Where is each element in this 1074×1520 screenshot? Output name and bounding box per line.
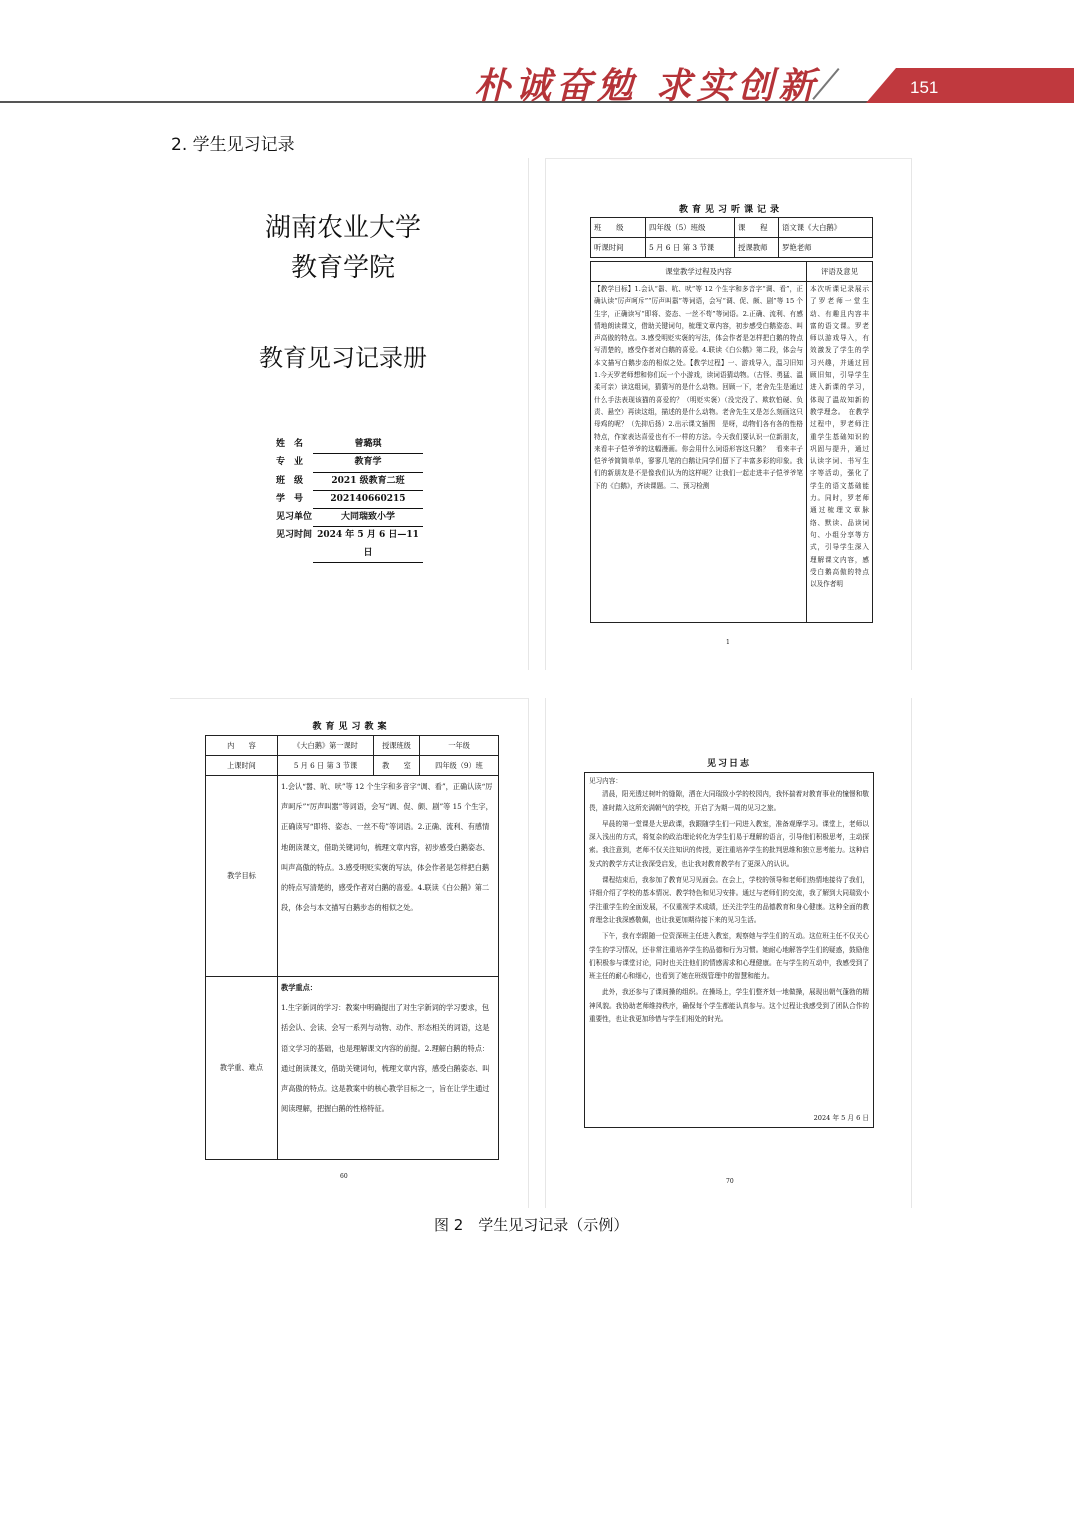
figure-caption: 图 2 学生见习记录（示例）	[434, 1216, 629, 1234]
info-value: 2024 年 5 月 6 日—11 日	[313, 527, 423, 563]
cell-grade-label: 授课班级	[374, 736, 420, 756]
lecture-process-table	[590, 261, 873, 623]
info-row	[276, 491, 423, 509]
info-value: 大同瑞致小学	[313, 509, 423, 527]
comment-content	[807, 282, 873, 623]
cell-time-value: 5 月 6 日 第 3 节课	[646, 238, 735, 258]
journal-paragraph: 早晨的第一堂课是大思政课，我跟随学生们一同进入教室，准备观摩学习。课堂上，老师以深入浅出的方式，将复杂的政治理论转化为学生们易于理解的语言，引导他们积极思考，主动探索。我注意到，老师不仅关注知识的传授，更注重培养学生的批判思维和独立思考能力。这种启发式的教学方式让我深受启发，也让我对教育教学有了更深入的认识。	[589, 819, 869, 868]
comment-text: 本次听课记录展示了罗老师一堂生动、有趣且内容丰富的语文课。罗老师以游戏导入，有效激发了学生的学习兴趣，并通过回顾旧知，引导学生进入新课的学习，体现了温故知新的教学理念。 在教学过程中，罗老师注重学生基础知识的巩固与提升，通过认读字词、书写生字等活动，强化了学生的语文基础能力。同时，罗老师通过梳理文章脉络、默读、品读词句、小组分享等方式，引导学生深入理解课文内容，感受白鹅高傲的特点以及作者明	[810, 285, 869, 589]
cell-date-value: 5 月 6 日 第 3 节课	[278, 756, 374, 776]
school-motto: 朴诚奋勉 求实创新	[474, 65, 820, 107]
journal-paragraph: 课程结束后，我参加了教育见习见面会。在会上，学校的领导和老师们热情地接待了我们，详细介绍了学校的基本情况、教学特色和见习安排。通过与老师们的交流，我了解到大同瑞致小学注重学生的全面发展，不仅重视学术成绩，还关注学生的品德教育和身心健康。这种全面的教育理念让我深感敬佩，也让我更加期待接下来的见习生活。	[589, 876, 869, 924]
cover-book-title: 教育见习记录册	[259, 344, 427, 372]
lesson-plan-table	[205, 735, 499, 1160]
info-row	[276, 527, 423, 563]
cover-university	[243, 208, 443, 288]
cell-time-label: 听课时间	[591, 238, 646, 258]
sheet-divider	[545, 698, 546, 1208]
sheet-divider	[528, 158, 529, 670]
university-name: 湖南农业大学	[264, 213, 421, 243]
info-value: 2021 级教育二班	[313, 473, 423, 491]
journal-date: 2024 年 5 月 6 日	[813, 1113, 869, 1122]
cell-class-label: 班 级	[591, 218, 646, 238]
process-content	[591, 282, 810, 623]
sheet-divider	[170, 698, 528, 699]
cell-course-label: 课 程	[735, 218, 779, 238]
info-value: 曾璐琪	[313, 436, 423, 454]
head-process: 课堂教学过程及内容	[591, 262, 807, 282]
info-label: 见习单位	[276, 512, 313, 523]
focus-label: 教学重、难点	[206, 977, 278, 1160]
info-row	[276, 509, 423, 527]
section-title: 2. 学生见习记录	[171, 135, 295, 155]
journal-paragraph: 此外，我还参与了课间操的组织。在操场上，学生们整齐划一地做操，展现出朝气蓬勃的精神风貌。我协助老师维持秩序，确保每个学生都能认真参与。这个过程让我感受到了团队合作的重要性，也让我更加珍惜与学生们相处的时光。	[589, 988, 869, 1024]
cell-teacher-label: 授课教师	[735, 238, 779, 258]
goal-label: 教学目标	[206, 776, 278, 977]
info-value: 202140660215	[313, 491, 423, 509]
info-label: 见习时间	[276, 530, 313, 541]
cell-grade-value: 一年级	[420, 736, 499, 756]
focus-text: 1.生字新词的学习：教案中明确提出了对生字新词的学习要求，包括会认、会读、会写一系列与动物、动作、形态相关的词语，这是语文学习的基础，也是理解课文内容的前提。2.理解白鹅的特点：通过朗读课文，借助关键词句，梳理文章内容，感受白鹅姿态、叫声高傲的特点。这是教案中的核心教学目标之一，旨在让学生通过阅读理解，把握白鹅的性格特征。	[281, 1003, 490, 1114]
journal-box	[584, 772, 874, 1128]
cell-course-value: 语文课《大白鹅》	[779, 218, 873, 238]
info-row	[276, 454, 423, 472]
sheet-divider	[545, 158, 911, 159]
focus-content	[278, 977, 499, 1160]
page-number-badge	[866, 68, 1074, 103]
cell-date-label: 上课时间	[206, 756, 278, 776]
journal-title: 见习日志	[706, 759, 751, 769]
info-value: 教育学	[313, 454, 423, 472]
lecture-record-title: 教育见习听课记录	[678, 205, 783, 215]
cover-info	[276, 436, 423, 563]
info-label: 班 级	[276, 475, 304, 486]
info-row	[276, 473, 423, 491]
process-text: 【教学目标】1.会认“嚣、吭、吠”等 12 个生字和多音字“调、看”，正确认读“厉声呵斥”“厉声叫嚣”等词语，会写“调、促、颇、剧”等 15 个生字，正确读写“即将、姿态、一丝不苟”等词语。2.正确、流利、有感情地朗读课文，借助关键词句，梳理文章内容，初步感受白鹅姿态、叫声高傲的特点。3.感受明贬实褒的写法，体会作者是怎样把白鹅的特点写清楚的，感受作者对白鹅的喜爱。4.联读《白公鹅》第二段，体会与本文描写白鹅步态的相似之处。【教学过程】一、游戏导入，温习旧知 1.今天罗老师想和你们玩一个小游戏，读词语猜动物。（古怪、勇猛、温柔可亲）读这组词，猜猜写的是什么动物。回顾一下，老舍先生是通过什么手法表现该猫的喜爱的？（明贬实褒）（没完没了、欺软怕硬、负责、悬空）再读这组，描述的是什么动物。老舍先生又是怎么刻画这只母鸡的呢？（先抑后扬）2.出示课文插图 是呀，动物们各有各的性格特点，作家表达喜爱也有不一样的方法。今天我们要认识一位新朋友，来看丰子恺爷爷的这幅漫画。你会用什么词语形容这只鹅？ 看来丰子恺爷爷简简单单，寥寥几笔的白鹅让同学们留下了丰富多彩的印象。我们的新朋友是不是像我们认为的这样呢？让我们一起走进丰子恺爷爷笔下的《白鹅》，齐读课题。二、预习检测	[594, 285, 810, 490]
goal-text: 1.会认“嚣、吭、吠”等 12 个生字和多音字“调、看”，正确认读“厉声呵斥”“厉声叫嚣”等词语，会写“调、促、颇、剧”等 15 个生字，正确读写“即将、姿态、一丝不苟”等词语。2.正确、流利、有感情地朗读课文，借助关键词句，梳理文章内容，初步感受白鹅姿态、叫声高傲的特点。3.感受明贬实褒的写法，体会作者是怎样把白鹅的特点写清楚的，感受作者对白鹅的喜爱。4.联读《白公鹅》第二段，体会与本文描写白鹅步态的相似之处。	[281, 782, 493, 913]
info-label: 姓 名	[276, 439, 304, 449]
cell-teacher-value: 罗艳老师	[779, 238, 873, 258]
sheet-page-number: 60	[340, 1173, 348, 1180]
college-name: 教育学院	[290, 253, 395, 283]
goal-content	[278, 776, 499, 977]
info-label: 学 号	[276, 493, 304, 504]
cell-content-value: 《大白鹅》第一课时	[278, 736, 374, 756]
sheet-page-number: 1	[726, 639, 730, 646]
cell-room-label: 教 室	[374, 756, 420, 776]
page-number: 151	[910, 78, 939, 97]
sheet-divider	[911, 158, 912, 670]
sheet-divider	[911, 698, 912, 1208]
journal-paragraph: 清晨，阳光透过树叶的缝隙，洒在大同瑞致小学的校园内，我怀揣着对教育事业的憧憬和敬畏，准时踏入这所充满朝气的学校，开启了为期一周的见习之旅。	[589, 790, 869, 812]
lecture-record-table	[590, 217, 873, 258]
lesson-plan-title: 教育见习教案	[312, 722, 391, 732]
cell-class-value: 四年级（5）班级	[646, 218, 735, 238]
journal-paragraph: 下午，我有幸跟随一位资深班主任进入教室，观察她与学生们的互动。这位班主任不仅关心学生的学习情况，还非常注重培养学生的品德和行为习惯。她耐心地解答学生们的疑惑，鼓励他们积极参与课堂讨论，同时也关注他们的情感需求和心理健康。在与学生的互动中，我感受到了班主任的耐心和细心，也看到了她在班级管理中的智慧和能力。	[589, 932, 869, 981]
sheet-divider	[545, 158, 546, 670]
journal-heading: 见习内容：	[589, 777, 622, 785]
info-row	[276, 436, 423, 454]
sheet-divider	[528, 698, 529, 1208]
head-comment: 评语及意见	[807, 262, 873, 282]
cell-room-value: 四年级（9）班	[420, 756, 499, 776]
info-label: 专 业	[276, 457, 304, 468]
sheet-page-number: 70	[726, 1178, 734, 1185]
cell-content-label: 内 容	[206, 736, 278, 756]
focus-heading: 教学重点：	[281, 983, 317, 992]
